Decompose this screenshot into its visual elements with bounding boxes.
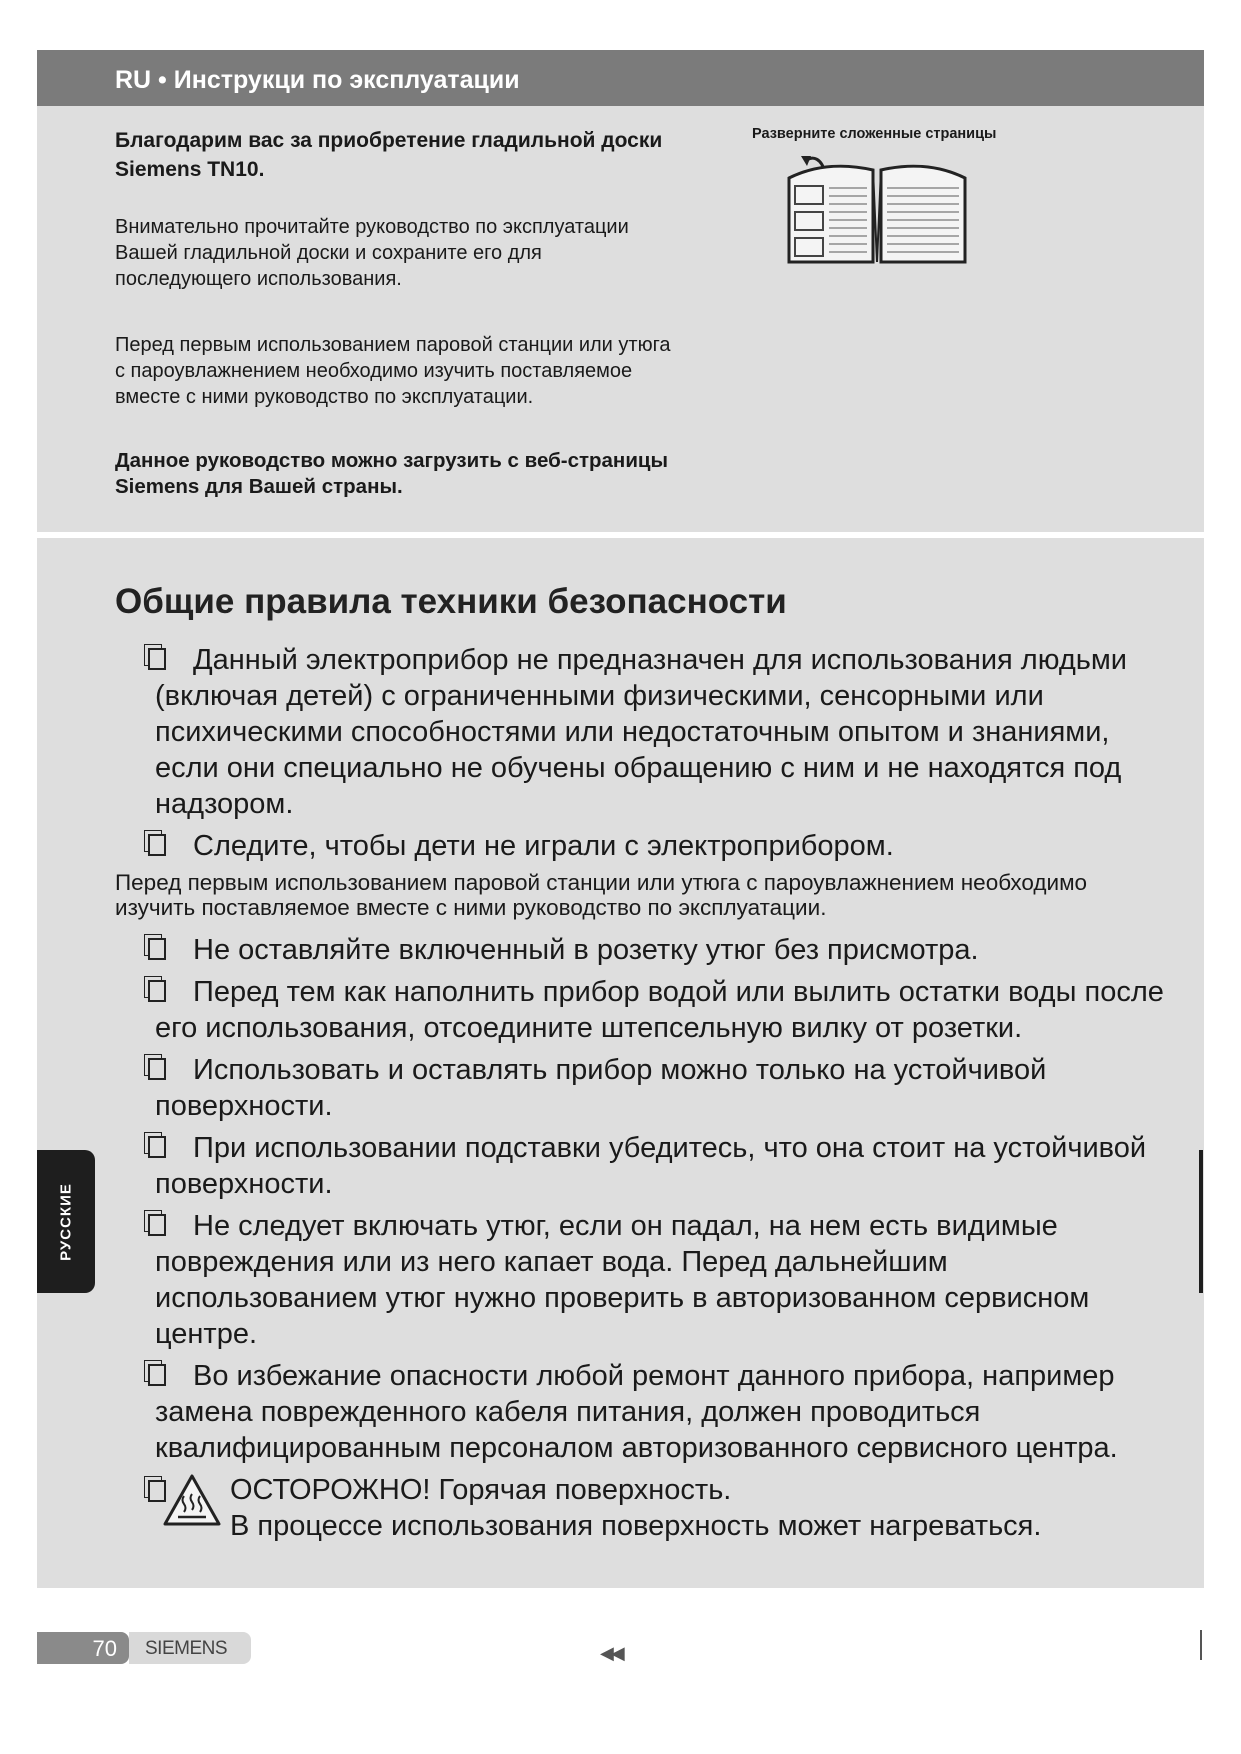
language-side-tab <box>37 1150 95 1293</box>
right-edge-mark-bottom <box>1200 1630 1202 1660</box>
warning-line-1: ОСТОРОЖНО! Горячая поверхность. <box>230 1474 732 1506</box>
checkbox-bullet-icon <box>148 1058 166 1080</box>
warning-line-2: В процессе использования поверхность может нагреваться. <box>230 1510 1042 1542</box>
safety-item: Перед тем как наполнить прибор водой или вылить остатки воды после его использования, отсоедините штепсельную вилку от розетки. <box>115 974 1175 1046</box>
intro-panel <box>37 106 1204 532</box>
intro-paragraph-2: Перед первым использованием паровой станции или утюга с пароувлажнением необходимо изучить поставляемое вместе с ними руководство по эксплуатации. <box>115 334 671 408</box>
header-title: RU • Инструкци по эксплуатации <box>115 66 520 94</box>
checkbox-bullet-icon <box>148 938 166 960</box>
fold-label: Разверните сложенные страницы <box>752 126 997 142</box>
safety-item: Не следует включать утюг, если он падал, на нем есть видимые повреждения или из него капает вода. Перед дальнейшим использованием утюг нужно проверить в авторизованном сервисном центре. <box>115 1208 1175 1352</box>
safety-item: Следите, чтобы дети не играли с электроприбором. <box>115 828 1175 864</box>
safety-body <box>115 642 1175 1544</box>
safety-item: Использовать и оставлять прибор можно только на устойчивой поверхности. <box>115 1052 1175 1124</box>
right-edge-mark <box>1199 1150 1203 1293</box>
hot-surface-warning-icon <box>161 1472 223 1528</box>
checkbox-bullet-icon <box>148 834 166 856</box>
safety-panel <box>37 538 1204 1588</box>
checkbox-bullet-icon <box>148 980 166 1002</box>
safety-item: Не оставляйте включенный в розетку утюг без присмотра. <box>115 932 1175 968</box>
language-tab-label: РУССКИЕ <box>57 1183 75 1261</box>
safety-item: Данный электроприбор не предназначен для использования людьми (включая детей) с ограниченными физическими, сенсорными или психическими способностями или недостаточным опытом и знаниями, если они специально не обучены обращению с ним и не находятся под надзором. <box>115 642 1175 822</box>
checkbox-bullet-icon <box>148 1214 166 1236</box>
safety-item: При использовании подставки убедитесь, что она стоит на устойчивой поверхности. <box>115 1130 1175 1202</box>
safety-note: Перед первым использованием паровой станции или утюга с пароувлажнением необходимо изучить поставляемое вместе с ними руководство по эксплуатации. <box>115 870 1088 920</box>
open-book-icon <box>777 150 977 270</box>
intro-title: Благодарим вас за приобретение гладильной доски Siemens TN10. <box>115 129 663 181</box>
page-number: 70 <box>37 1632 129 1664</box>
page-header <box>37 50 1204 106</box>
checkbox-bullet-icon <box>148 1136 166 1158</box>
hot-surface-warning <box>115 1472 1175 1544</box>
safety-item: Во избежание опасности любой ремонт данного прибора, например замена поврежденного кабеля питания, должен проводиться квалифицированным персоналом авторизованного сервисного центра. <box>115 1358 1175 1466</box>
intro-paragraph-1: Внимательно прочитайте руководство по эксплуатации Вашей гладильной доски и сохраните его для последующего использования. <box>115 216 629 290</box>
intro-paragraph-3: Данное руководство можно загрузить с веб-страницы Siemens для Вашей страны. <box>115 449 669 498</box>
brand-label: SIEMENS <box>129 1632 251 1664</box>
checkbox-bullet-icon <box>148 1364 166 1386</box>
back-nav-icon[interactable]: ◀◀ <box>600 1643 622 1663</box>
checkbox-bullet-icon <box>148 648 166 670</box>
safety-title: Общие правила техники безопасности <box>115 582 787 621</box>
